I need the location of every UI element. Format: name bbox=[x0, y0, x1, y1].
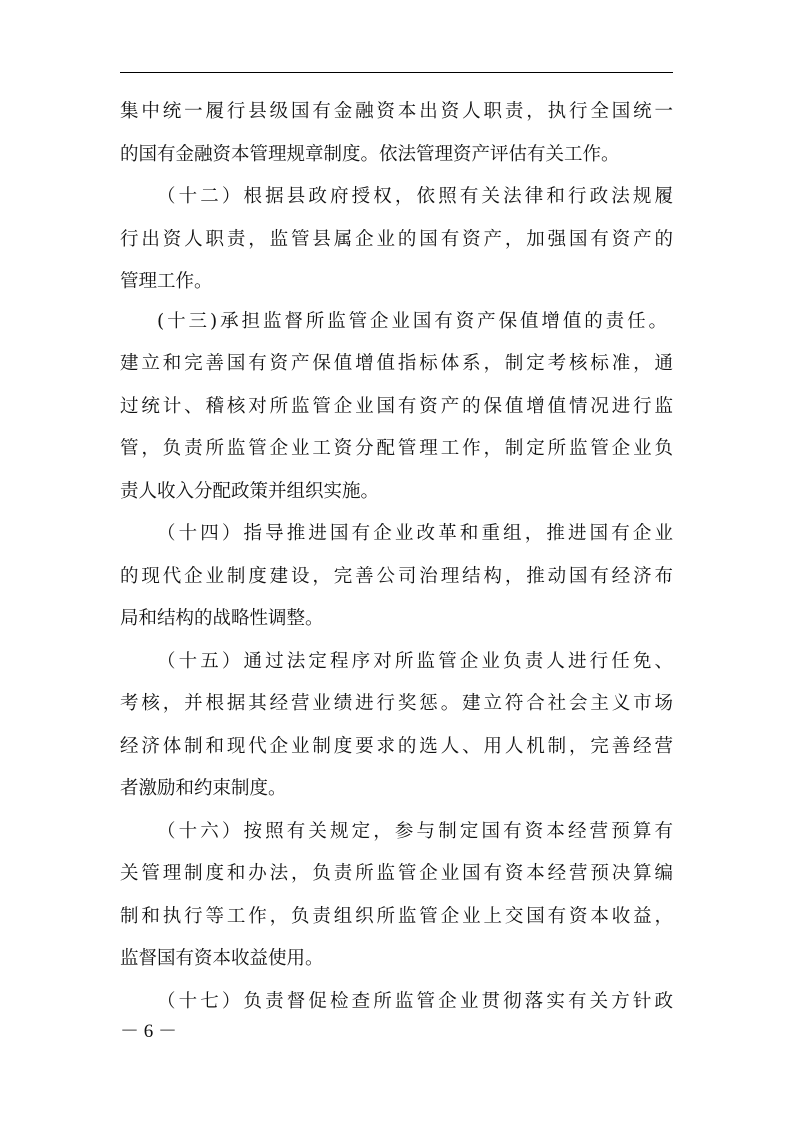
text-line: 过统计、稽核对所监管企业国有资产的保值增值情况进行监 bbox=[120, 396, 673, 417]
page-number: － 6 － bbox=[120, 1021, 178, 1042]
text-line: 行出资人职责，监管县属企业的国有资产，加强国有资产的 bbox=[120, 229, 673, 250]
paragraph-13-first-line: (十三)承担监督所监管企业国有资产保值增值的责任。 bbox=[157, 311, 667, 332]
text-line: 局和结构的战略性调整。 bbox=[120, 608, 324, 629]
text-line: 制和执行等工作，负责组织所监管企业上交国有资本收益， bbox=[120, 906, 673, 927]
text-line: 监督国有资本收益使用。 bbox=[120, 948, 324, 969]
text-line: 考核，并根据其经营业绩进行奖惩。建立符合社会主义市场 bbox=[120, 693, 673, 714]
text-line: 责人收入分配政策并组织实施。 bbox=[120, 481, 380, 502]
text-line: 建立和完善国有资产保值增值指标体系，制定考核标准，通 bbox=[120, 353, 673, 374]
paragraph-17-first-line: （十七）负责督促检查所监管企业贯彻落实有关方针政 bbox=[157, 991, 673, 1012]
text-line: 关管理制度和办法，负责所监管企业国有资本经营预决算编 bbox=[120, 863, 673, 884]
text-line: 管理工作。 bbox=[120, 271, 213, 292]
text-line: 的现代企业制度建设，完善公司治理结构，推动国有经济布 bbox=[120, 566, 673, 587]
paragraph-12-first-line: （十二）根据县政府授权，依照有关法律和行政法规履 bbox=[157, 186, 673, 207]
text-line: 经济体制和现代企业制度要求的选人、用人机制，完善经营 bbox=[120, 736, 673, 757]
text-line: 者激励和约束制度。 bbox=[120, 778, 287, 799]
text-line: 集中统一履行县级国有金融资本出资人职责，执行全国统一 bbox=[120, 101, 673, 122]
header-rule bbox=[120, 72, 673, 73]
paragraph-14-first-line: （十四）指导推进国有企业改革和重组，推进国有企业 bbox=[157, 523, 673, 544]
paragraph-15-first-line: （十五）通过法定程序对所监管企业负责人进行任免、 bbox=[157, 651, 673, 672]
text-line: 的国有金融资本管理规章制度。依法管理资产评估有关工作。 bbox=[120, 144, 620, 165]
paragraph-16-first-line: （十六）按照有关规定，参与制定国有资本经营预算有 bbox=[157, 821, 673, 842]
text-line: 管，负责所监管企业工资分配管理工作，制定所监管企业负 bbox=[120, 438, 673, 459]
